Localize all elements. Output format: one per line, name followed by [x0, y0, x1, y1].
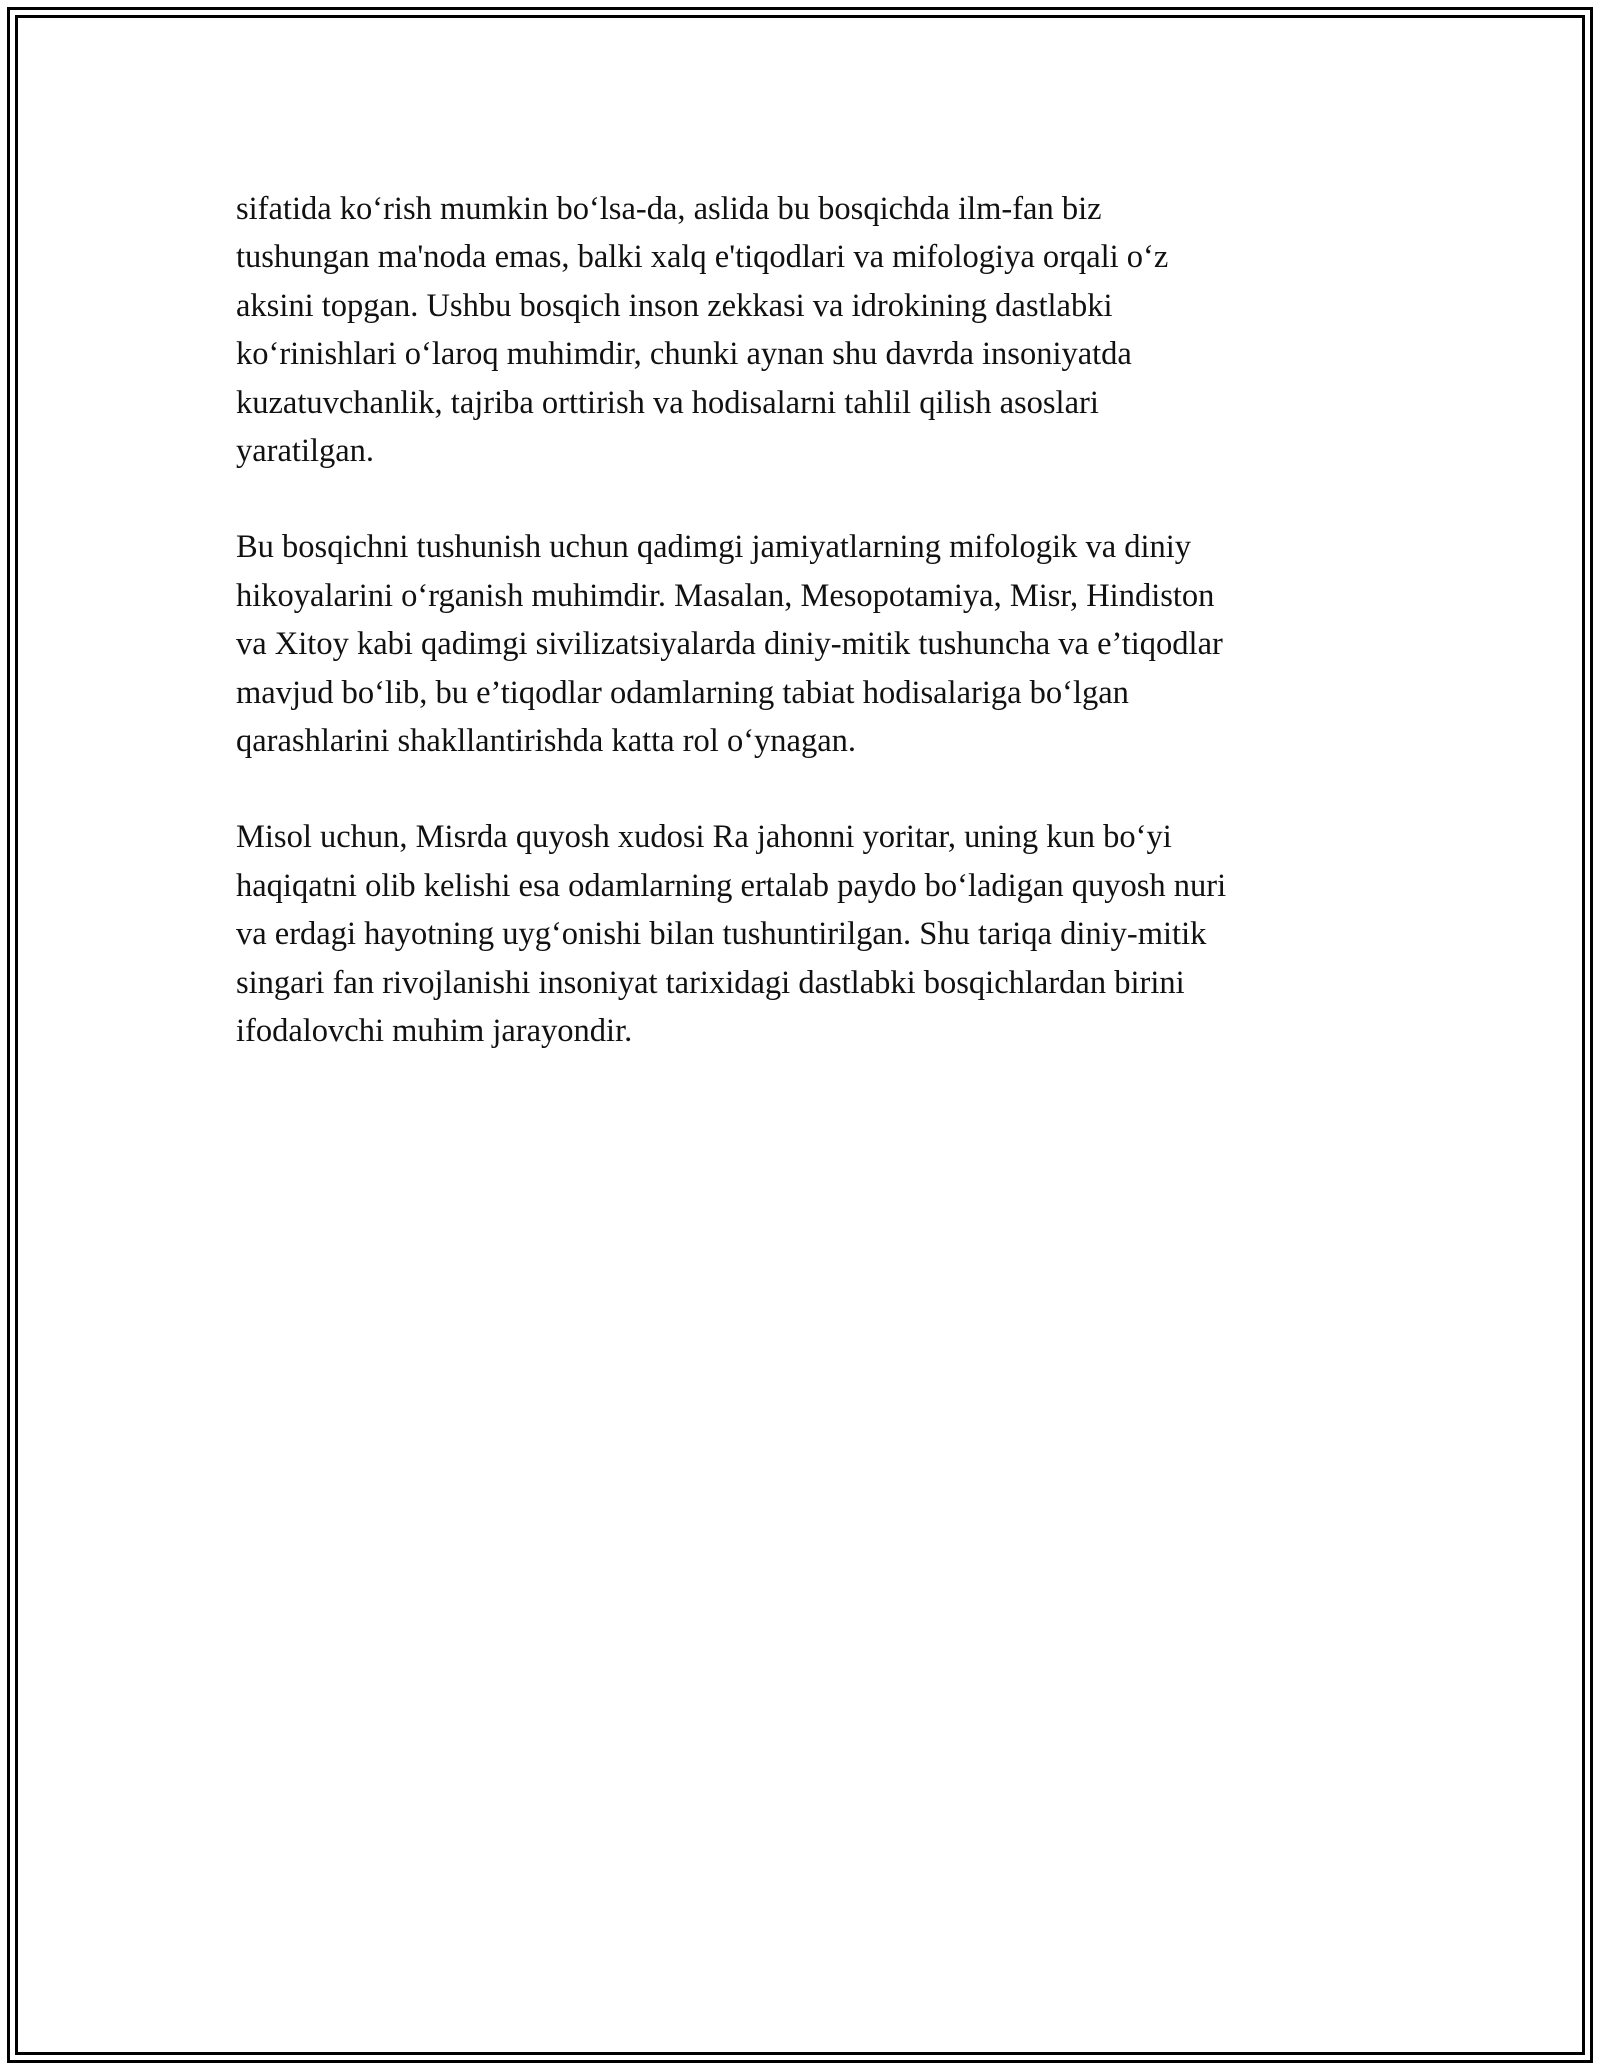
paragraph-1	[236, 185, 1366, 475]
text-line: ko‘rinishlari o‘laroq muhimdir, chunki aynan shu davrda insoniyatda	[236, 336, 1132, 373]
text-line: va Xitoy kabi qadimgi sivilizatsiyalarda diniy-mitik tushuncha va e’tiqodlar	[236, 626, 1223, 663]
text-line: Misol uchun, Misrda quyosh xudosi Ra jahonni yoritar, uning kun bo‘yi	[236, 819, 1172, 856]
text-line: qarashlarini shakllantirishda katta rol o‘ynagan.	[236, 723, 857, 760]
paragraph-3	[236, 813, 1366, 1055]
text-line: kuzatuvchanlik, tajriba orttirish va hodisalarni tahlil qilish asoslari	[236, 384, 1099, 421]
text-line: haqiqatni olib kelishi esa odamlarning ertalab paydo bo‘ladigan quyosh nuri	[236, 867, 1227, 904]
text-line: singari fan rivojlanishi insoniyat tarixidagi dastlabki bosqichlardan birini	[236, 964, 1185, 1001]
text-line: mavjud bo‘lib, bu e’tiqodlar odamlarning tabiat hodisalariga bo‘lgan	[236, 674, 1129, 711]
text-line: sifatida ko‘rish mumkin bo‘lsa-da, aslida bu bosqichda ilm-fan biz	[236, 191, 1102, 227]
text-line: yaratilgan.	[236, 433, 375, 470]
text-line: aksini topgan. Ushbu bosqich inson zekkasi va idrokining dastlabki	[236, 287, 1113, 324]
text-line: Bu bosqichni tushunish uchun qadimgi jamiyatlarning mifologik va diniy	[236, 529, 1192, 566]
text-line: hikoyalarini o‘rganish muhimdir. Masalan, Mesopotamiya, Misr, Hindiston	[236, 577, 1215, 614]
text-line: tushungan ma'noda emas, balki xalq e'tiqodlari va mifologiya orqali o‘z	[236, 239, 1169, 276]
text-line: va erdagi hayotning uyg‘onishi bilan tushuntirilgan. Shu tariqa diniy-mitik	[236, 916, 1207, 953]
paragraph-2	[236, 523, 1366, 765]
document-body	[236, 185, 1366, 1104]
text-line: ifodalovchi muhim jarayondir.	[236, 1013, 633, 1050]
